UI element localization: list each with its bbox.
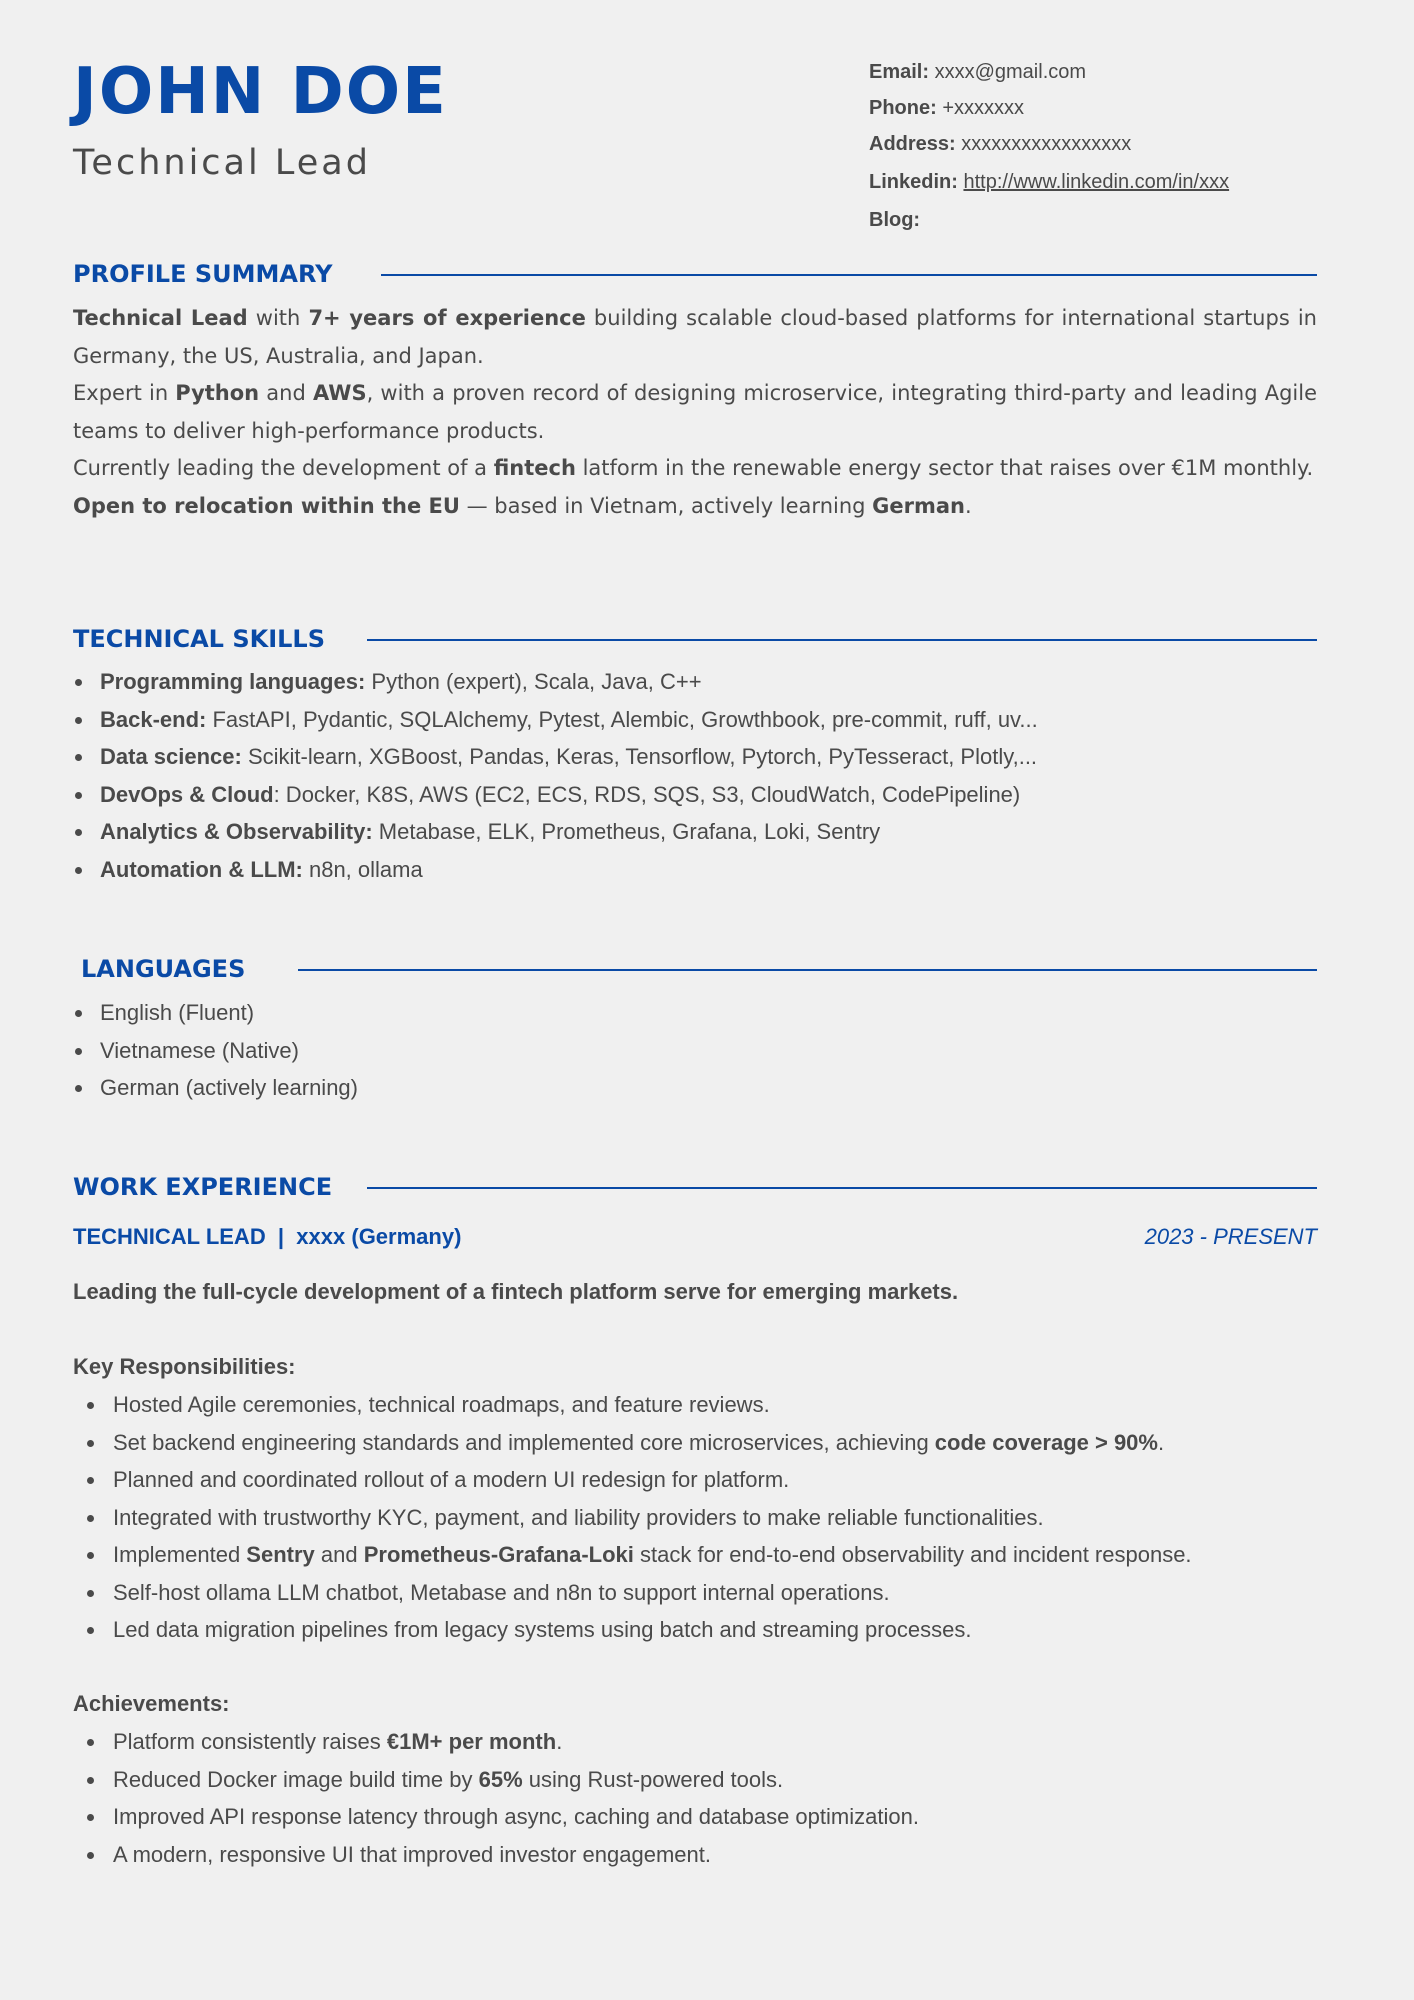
list-item — [73, 776, 1038, 814]
contact-phone — [869, 98, 1229, 134]
blog-label: Blog: — [869, 209, 921, 231]
summary-paragraph — [73, 300, 1317, 375]
contact-blog — [869, 210, 1229, 246]
summary-text: . — [965, 493, 972, 518]
summary-text: Currently leading the development of a — [73, 456, 494, 480]
summary-text: building scalable cloud-based platforms for international startups in Germany, the US, Australia, and Japan. — [73, 306, 1317, 368]
item-text: Platform consistently raises — [113, 1729, 387, 1754]
list-item — [73, 1761, 919, 1799]
contact-linkedin — [869, 172, 1229, 210]
achievements-list — [73, 1723, 919, 1873]
item-text: . — [556, 1729, 563, 1754]
skill-value: Python (expert), Scala, Java, C++ — [365, 669, 702, 694]
job-summary: Leading the full-cycle development of a fintech platform serve for emerging markets. — [73, 1279, 959, 1304]
achievements-heading: Achievements: — [73, 1691, 230, 1716]
list-item — [73, 1386, 1192, 1424]
email-label: Email: — [869, 61, 930, 83]
item-text: Improved API response latency through async, caching and database optimization. — [113, 1804, 919, 1829]
candidate-title: Technical Lead — [73, 143, 371, 183]
item-text: Hosted Agile ceremonies, technical roadmaps, and feature reviews. — [113, 1392, 770, 1417]
summary-text: and — [259, 381, 313, 405]
technical-skills-heading — [73, 624, 1317, 654]
list-item — [73, 1536, 1192, 1574]
list-item — [73, 663, 1038, 701]
skill-label: Automation & LLM: — [100, 856, 303, 882]
summary-text: with — [247, 306, 309, 330]
candidate-name: JOHN DOE — [73, 55, 448, 129]
summary-bold: German — [872, 493, 965, 518]
section-title: WORK EXPERIENCE — [73, 1173, 333, 1201]
list-item: Vietnamese (Native) — [73, 1032, 358, 1070]
item-bold: 65% — [478, 1766, 523, 1792]
item-bold: Prometheus-Grafana-Loki — [363, 1542, 634, 1567]
job-header — [73, 1222, 1317, 1252]
skill-label: Analytics & Observability: — [100, 819, 373, 844]
section-divider — [381, 274, 1317, 276]
summary-bold: fintech — [493, 456, 576, 480]
item-bold: code coverage > 90% — [934, 1429, 1158, 1455]
contact-email — [869, 62, 1229, 98]
work-experience-heading — [73, 1172, 1317, 1202]
list-item — [73, 1574, 1192, 1612]
phone-value: +xxxxxxx — [942, 97, 1025, 119]
linkedin-link[interactable]: http://www.linkedin.com/in/xxx — [963, 171, 1230, 193]
item-text: Planned and coordinated rollout of a modern UI redesign for platform. — [113, 1467, 790, 1492]
skill-label: Data science: — [100, 744, 242, 769]
address-label: Address: — [869, 133, 956, 155]
list-item — [73, 701, 1038, 739]
list-item — [73, 1424, 1192, 1462]
section-title: PROFILE SUMMARY — [73, 260, 333, 288]
list-item — [73, 738, 1038, 776]
responsibilities-heading: Key Responsibilities: — [73, 1354, 296, 1379]
item-text: Set backend engineering standards and implemented core microservices, achieving — [113, 1429, 935, 1455]
list-item — [73, 1499, 1192, 1537]
section-title: LANGUAGES — [81, 955, 246, 983]
skills-list — [73, 663, 1038, 888]
list-item — [73, 1798, 919, 1836]
summary-text: Expert in — [73, 381, 176, 405]
item-text: Led data migration pipelines from legacy systems using batch and streaming processes. — [113, 1617, 972, 1642]
item-text: and — [314, 1542, 364, 1567]
email-value: xxxx@gmail.com — [934, 61, 1087, 83]
item-bold: €1M+ per month — [386, 1729, 557, 1754]
item-text: Self-host ollama LLM chatbot, Metabase and n8n to support internal operations. — [113, 1579, 890, 1605]
job-period: 2023 - PRESENT — [1144, 1224, 1317, 1249]
item-text: A modern, responsive UI that improved investor engagement. — [113, 1841, 711, 1867]
skill-label: Back-end: — [100, 706, 207, 732]
list-item — [73, 813, 1038, 851]
address-value: xxxxxxxxxxxxxxxxx — [961, 133, 1132, 155]
contact-address — [869, 134, 1229, 172]
skill-label: DevOps & Cloud — [100, 781, 274, 807]
summary-bold: Open to relocation within the EU — [73, 493, 460, 518]
summary-text: — based in Vietnam, actively learning — [459, 493, 873, 518]
item-text: using Rust-powered tools. — [522, 1766, 784, 1792]
summary-text: latform in the renewable energy sector that raises over €1M monthly. — [575, 456, 1314, 480]
skill-value: Scikit-learn, XGBoost, Pandas, Keras, Tensorflow, Pytorch, PyTesseract, Plotly,... — [241, 744, 1038, 769]
skill-value: Metabase, ELK, Prometheus, Grafana, Loki, Sentry — [372, 819, 881, 844]
item-bold: Sentry — [246, 1542, 315, 1567]
item-text: Implemented — [113, 1542, 247, 1567]
languages-heading — [81, 954, 1317, 984]
list-item: English (Fluent) — [73, 994, 358, 1032]
list-item — [73, 1723, 919, 1761]
item-text: Reduced Docker image build time by — [113, 1766, 479, 1792]
section-divider — [298, 969, 1317, 971]
linkedin-label: Linkedin: — [869, 171, 958, 193]
profile-summary-heading — [73, 259, 1317, 289]
list-item: German (actively learning) — [73, 1069, 358, 1107]
summary-paragraph — [73, 450, 1317, 488]
summary-bold: Technical Lead — [73, 306, 248, 330]
item-text: Integrated with trustworthy KYC, payment, and liability providers to make reliable functionalities. — [113, 1504, 1044, 1530]
summary-bold: 7+ years of experience — [308, 306, 586, 330]
languages-list — [73, 994, 358, 1107]
job-role: TECHNICAL LEAD | xxxx (Germany) — [73, 1224, 462, 1249]
list-item — [73, 1611, 1192, 1649]
section-divider — [367, 639, 1317, 641]
list-item — [73, 1461, 1192, 1499]
summary-paragraph — [73, 488, 1317, 526]
list-item — [73, 851, 1038, 889]
skill-value: FastAPI, Pydantic, SQLAlchemy, Pytest, Alembic, Growthbook, pre-commit, ruff, uv... — [206, 706, 1038, 732]
summary-bold: AWS — [312, 381, 367, 405]
responsibilities-list — [73, 1386, 1192, 1649]
item-text: . — [1157, 1429, 1165, 1455]
profile-summary-text — [73, 300, 1317, 525]
summary-text: , with a proven record of designing microservice, integrating third-party and leading Agile teams to deliver high-performance products. — [73, 381, 1318, 443]
skill-value: : Docker, K8S, AWS (EC2, ECS, RDS, SQS, S3, CloudWatch, CodePipeline) — [273, 781, 1021, 807]
phone-label: Phone: — [869, 97, 937, 119]
summary-paragraph — [73, 375, 1317, 450]
item-text: stack for end-to-end observability and incident response. — [633, 1542, 1192, 1567]
skill-label: Programming languages: — [100, 669, 366, 694]
contact-block — [869, 62, 1229, 246]
section-title: TECHNICAL SKILLS — [73, 625, 325, 653]
list-item — [73, 1836, 919, 1874]
summary-bold: Python — [175, 381, 260, 405]
section-divider — [367, 1187, 1317, 1189]
skill-value: n8n, ollama — [302, 856, 423, 882]
